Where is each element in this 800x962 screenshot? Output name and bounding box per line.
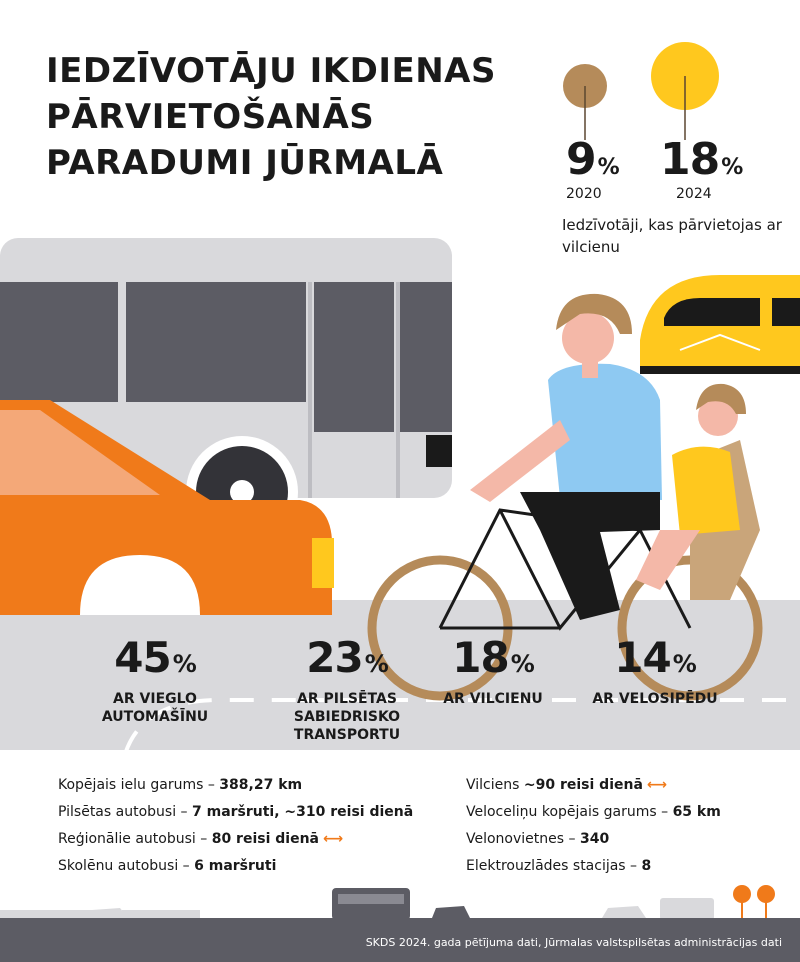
mode-bicycle-value: [580, 633, 730, 686]
mode-car: [70, 633, 240, 726]
mode-train: [418, 633, 568, 708]
mode-public-transport: [262, 633, 432, 744]
fact-charging-stations: [466, 853, 721, 880]
mode-public-transport-label: AR PILSĒTAS SABIEDRISKO TRANSPORTU: [293, 691, 401, 743]
fact-train: [466, 772, 721, 799]
mode-car-value: [70, 633, 240, 686]
fact-train-label: Vilciens: [466, 777, 524, 793]
stat-2024-unit: %: [721, 155, 744, 180]
fact-regional-buses: [58, 826, 413, 853]
fact-city-buses: [58, 799, 413, 826]
mode-train-unit: %: [510, 650, 534, 678]
stat-2020-unit: %: [597, 155, 620, 180]
train-share-circles: [540, 30, 790, 140]
mode-car-number: 45: [114, 633, 171, 682]
two-way-arrow-icon: ⟷: [646, 777, 667, 793]
fact-bike-parking: [466, 826, 721, 853]
title-line-3: PARADUMI JŪRMALĀ: [46, 143, 444, 183]
mode-car-label: AR VIEGLO AUTOMAŠĪNU: [101, 691, 209, 725]
fact-city-buses-label: Pilsētas autobusi –: [58, 804, 192, 820]
two-way-arrow-icon: ⟷: [323, 831, 344, 847]
fact-train-value: ~90 reisi dienā: [523, 777, 643, 793]
fact-bike-lanes-label: Veloceliņu kopējais garums –: [466, 804, 673, 820]
title-line-1: IEDZĪVOTĀJU IKDIENAS: [46, 51, 496, 91]
fact-school-buses-label: Skolēnu autobusi –: [58, 858, 195, 874]
fact-city-buses-value: 7 maršruti, ~310 reisi dienā: [191, 804, 414, 820]
mode-train-value: [418, 633, 568, 686]
mode-public-transport-value: [262, 633, 432, 686]
cyclist-illustration: [470, 294, 662, 620]
fact-charging-stations-label: Elektrouzlādes stacijas –: [466, 858, 642, 874]
bottom-skyline: [0, 878, 800, 920]
year-2020: 2020: [566, 186, 602, 202]
facts-right: [466, 772, 721, 880]
mode-train-number: 18: [452, 633, 509, 682]
stat-2020: [566, 134, 620, 185]
fact-bike-parking-value: 340: [579, 831, 610, 847]
mode-public-transport-number: 23: [306, 633, 363, 682]
facts-left: [58, 772, 413, 880]
fact-school-buses-value: 6 maršruti: [194, 858, 277, 874]
fact-bike-parking-label: Velonovietnes –: [466, 831, 580, 847]
stat-2024: [660, 134, 744, 185]
train-illustration: [640, 275, 800, 374]
fact-bike-lanes-value: 65 km: [672, 804, 721, 820]
stat-2024-value: 18: [660, 134, 720, 185]
page-title: [46, 48, 546, 186]
footer-source: SKDS 2024. gada pētījuma dati, Jūrmalas valstspilsētas administrācijas dati: [365, 936, 782, 949]
stat-2020-value: 9: [566, 134, 596, 185]
mode-train-label: AR VILCIENU: [443, 691, 543, 707]
mode-bicycle-unit: %: [672, 650, 696, 678]
fact-street-length-label: Kopējais ielu garums –: [58, 777, 220, 793]
fact-charging-stations-value: 8: [641, 858, 652, 874]
skyline-car-icon: [432, 906, 470, 918]
mode-bicycle: [580, 633, 730, 708]
mode-bicycle-label: AR VELOSIPĒDU: [592, 691, 718, 707]
fact-street-length: [58, 772, 413, 799]
fact-street-length-value: 388,27 km: [219, 777, 303, 793]
fact-bike-lanes: [466, 799, 721, 826]
mode-bicycle-number: 14: [614, 633, 671, 682]
fact-regional-buses-value: 80 reisi dienā: [211, 831, 319, 847]
mode-car-unit: %: [172, 650, 196, 678]
mode-public-transport-unit: %: [364, 650, 388, 678]
year-2024: 2024: [676, 186, 712, 202]
title-line-2: PĀRVIETOŠANĀS: [46, 97, 375, 137]
fact-regional-buses-label: Reģionālie autobusi –: [58, 831, 212, 847]
train-share-caption: Iedzīvotāji, kas pārvietojas ar vilcienu: [562, 216, 782, 256]
fact-school-buses: [58, 853, 413, 880]
